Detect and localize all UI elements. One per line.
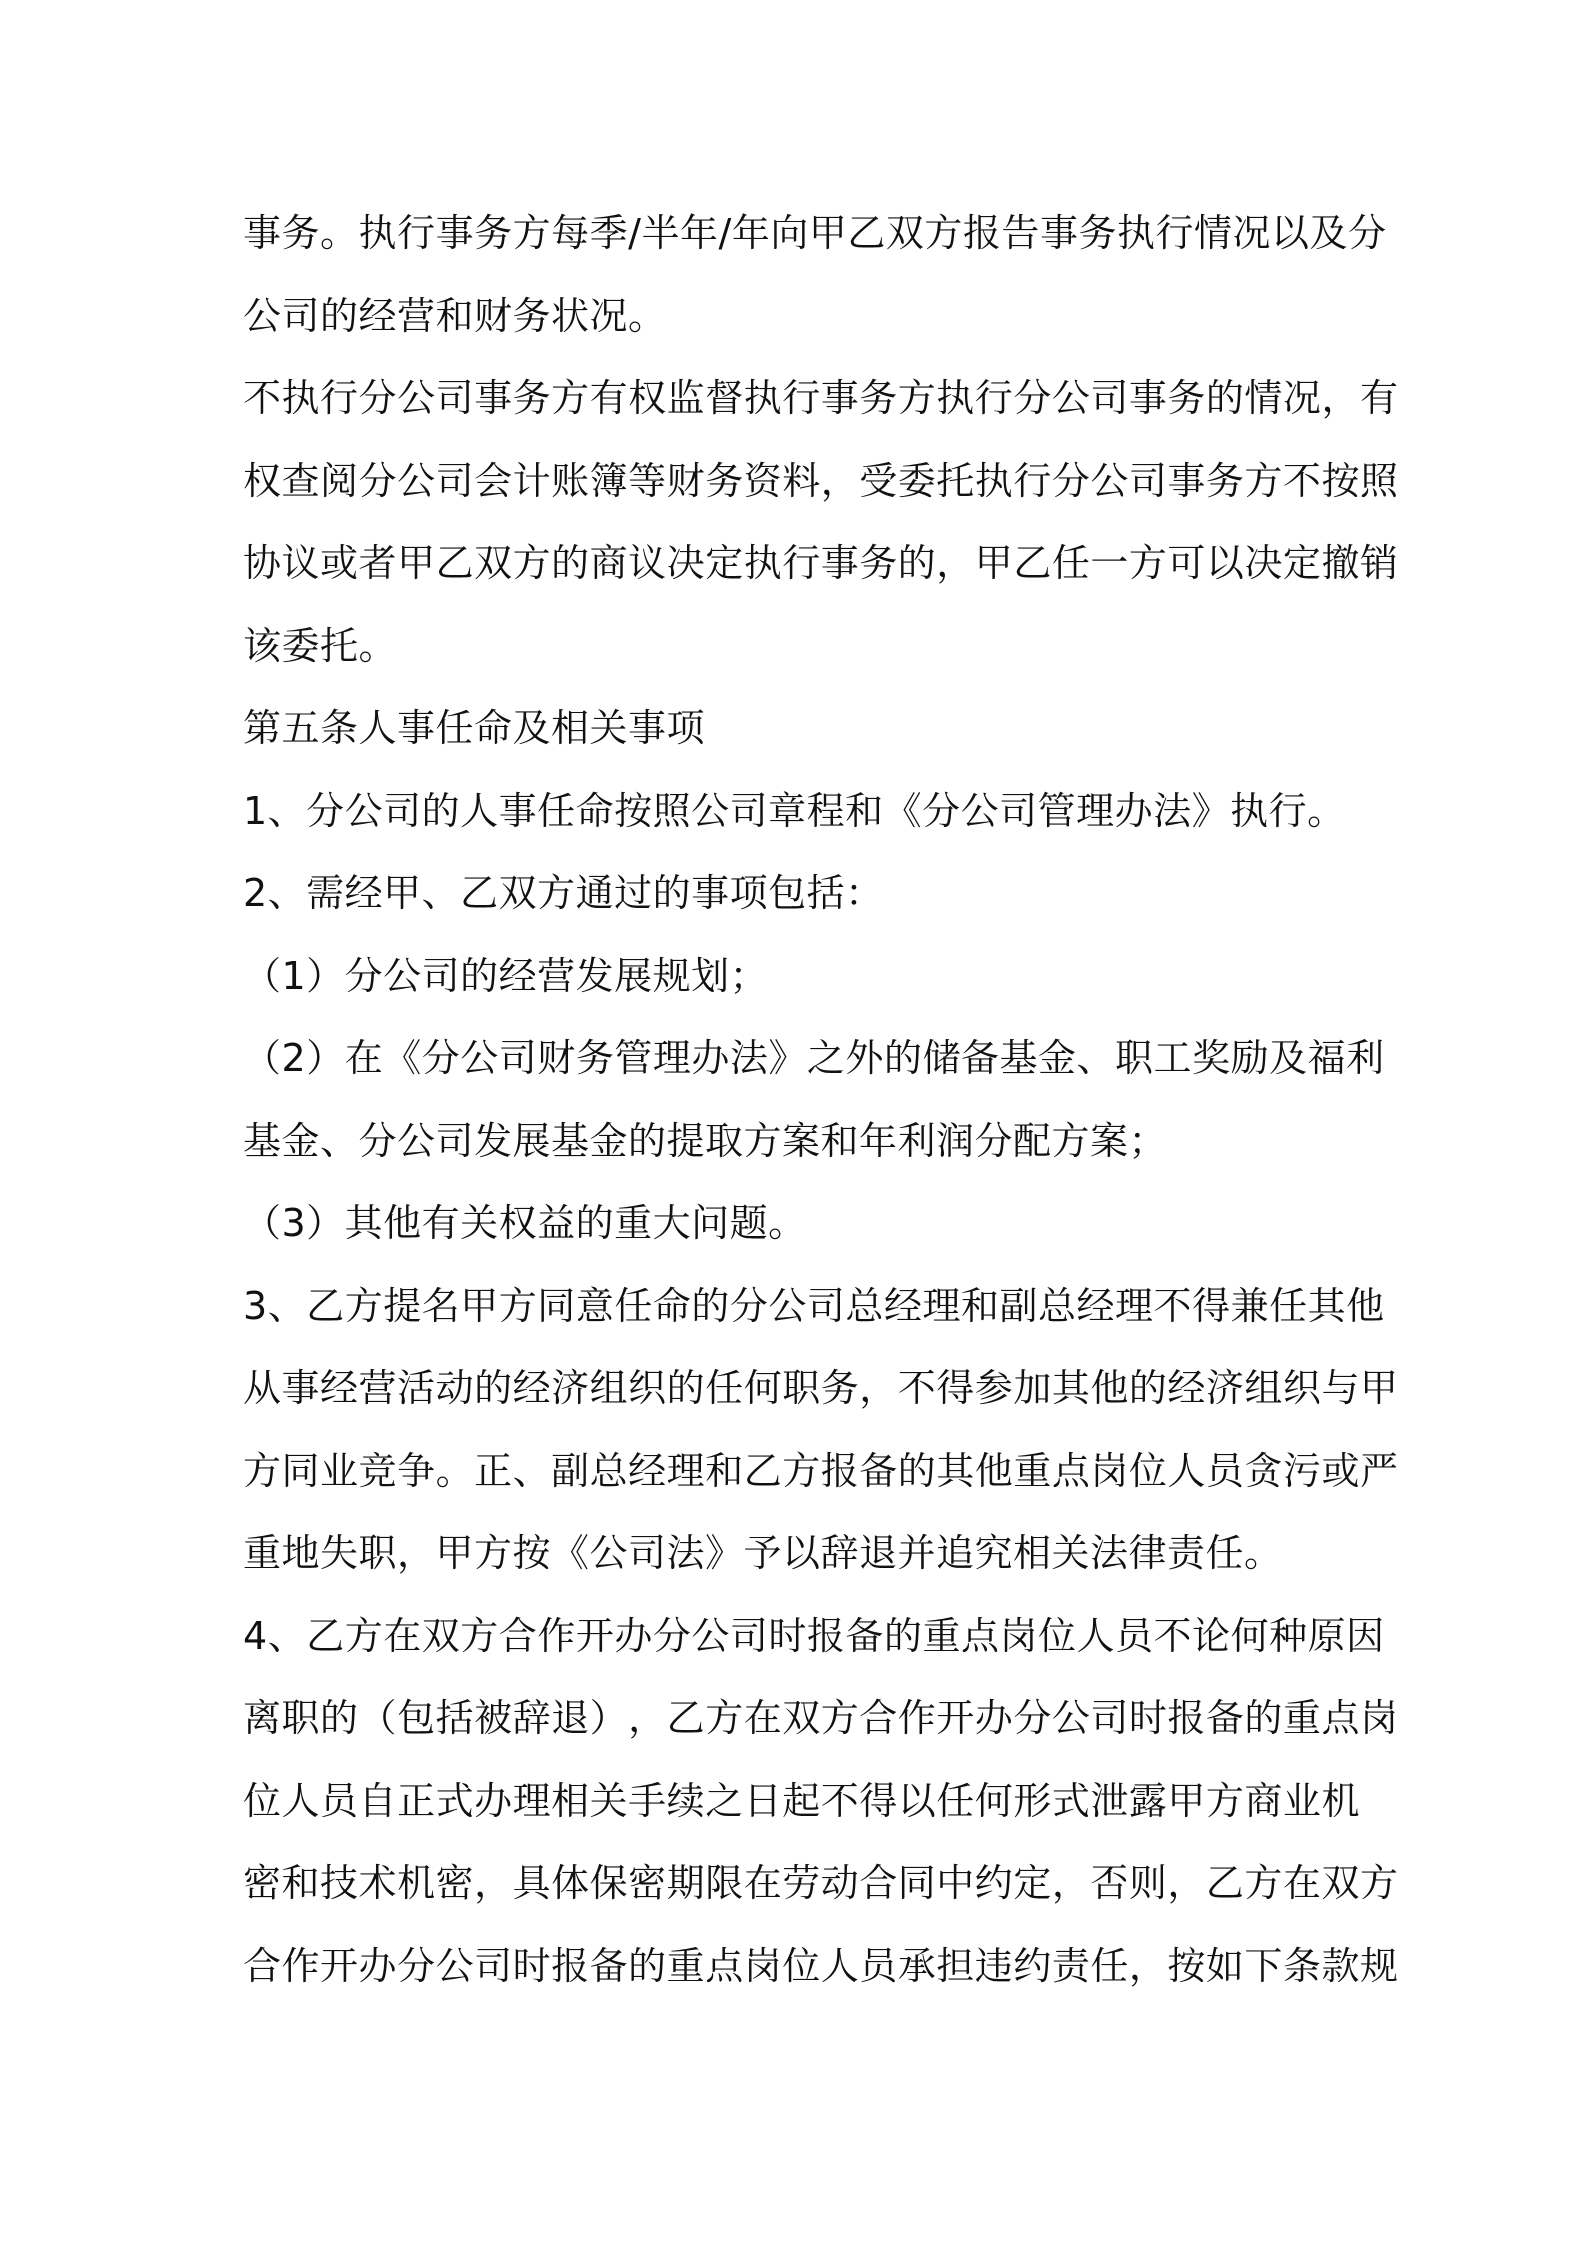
text-line: 基金、分公司发展基金的提取方案和年利润分配方案； <box>243 1118 1168 1163</box>
text-line: 不 执 行 分 公 司 事 务 方 有 权 监 督 执 行 事 务 方 执 行 分 公 司 事 务 的 情 况 ， 有 <box>243 376 1399 420</box>
text-line: 权 查 阅 分 公 司 会 计 账 簿 等 财 务 资 料 ， 受 委 托 执 行 分 公 司 事 务 方 不 按 照 <box>243 458 1399 503</box>
text-line: 位 人 员 自 正 式 办 理 相 关 手 续 之 日 起 不 得 以 任 何 形 式 泄 露 甲 方 商 业 机 <box>243 1778 1360 1823</box>
text-line: 3 、 乙 方 提 名 甲 方 同 意 任 命 的 分 公 司 总 经 理 和 副 总 经 理 不 得 兼 任 其 他 <box>243 1283 1385 1328</box>
text-line: （3）其他有关权益的重大问题。 <box>243 1201 807 1245</box>
text-line: 方 同 业 竞 争 。 正 、 副 总 经 理 和 乙 方 报 备 的 其 他 重 点 岗 位 人 员 贪 污 或 严 <box>243 1448 1399 1493</box>
text-line: 密 和 技 术 机 密 ， 具 体 保 密 期 限 在 劳 动 合 同 中 约 定 ， 否 则 ， 乙 方 在 双 方 <box>243 1861 1399 1905</box>
text-line: 从 事 经 营 活 动 的 经 济 组 织 的 任 何 职 务 ， 不 得 参 加 其 他 的 经 济 组 织 与 甲 <box>243 1366 1399 1410</box>
text-line: 该委托。 <box>243 623 398 668</box>
text-line: 离 职 的 （ 包 括 被 辞 退 ） ， 乙 方 在 双 方 合 作 开 办 分 公 司 时 报 备 的 重 点 岗 <box>243 1696 1399 1740</box>
text-line: 重地失职，甲方按《公司法》予以辞退并追究相关法律责任。 <box>243 1531 1283 1575</box>
document-body <box>243 192 1399 2007</box>
text-line: 协 议 或 者 甲 乙 双 方 的 商 议 决 定 执 行 事 务 的 ， 甲 乙 任 一 方 可 以 决 定 撤 销 <box>243 541 1399 585</box>
text-line: （ 2 ） 在 《 分 公 司 财 务 管 理 办 法 》 之 外 的 储 备 基 金 、 职 工 奖 励 及 福 利 <box>243 1036 1385 1080</box>
text-line: 4 、 乙 方 在 双 方 合 作 开 办 分 公 司 时 报 备 的 重 点 岗 位 人 员 不 论 何 种 原 因 <box>243 1613 1385 1658</box>
text-line: （1）分公司的经营发展规划； <box>243 953 769 998</box>
text-line: 1、分公司的人事任命按照公司章程和《分公司管理办法》执行。 <box>243 788 1346 833</box>
text-line: 事 务 。 执 行 事 务 方 每 季 / 半 年 / 年 向 甲 乙 双 方 报 告 事 务 执 行 情 况 以 及 分 <box>243 211 1387 255</box>
text-line: 合 作 开 办 分 公 司 时 报 备 的 重 点 岗 位 人 员 承 担 违 约 责 任 ， 按 如 下 条 款 规 <box>243 1943 1399 1988</box>
text-line: 第五条人事任命及相关事项 <box>243 706 706 750</box>
text-line: 2、需经甲、乙双方通过的事项包括： <box>243 871 884 915</box>
text-line: 公司的经营和财务状况。 <box>243 293 667 338</box>
